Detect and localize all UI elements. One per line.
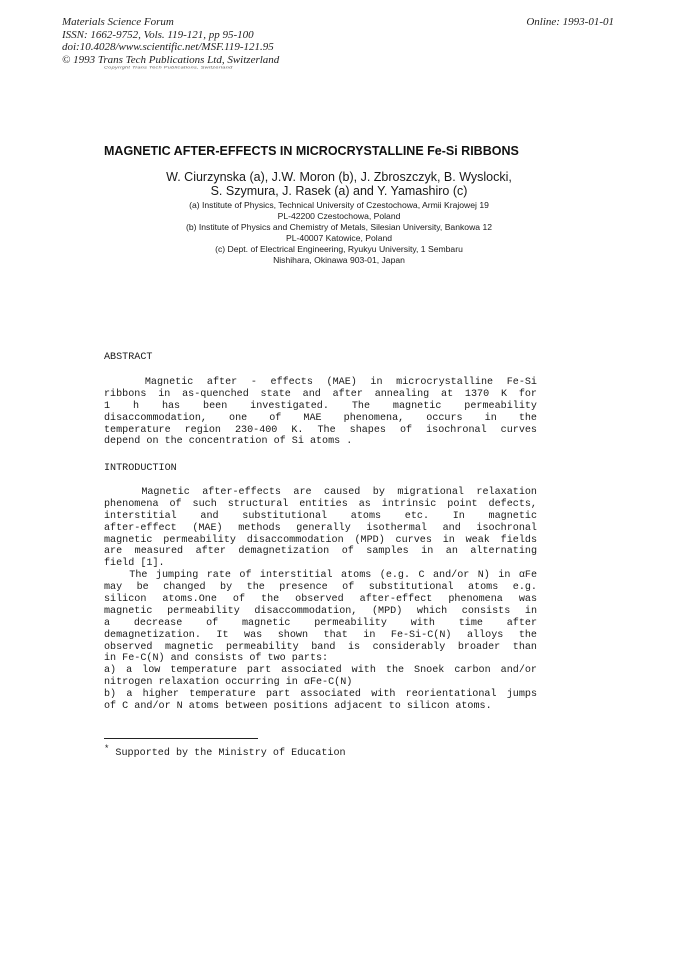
- abstract-line: Magnetic after - effects (MAE) in microcrystalline Fe-Si: [104, 377, 537, 388]
- affiliation-line: (a) Institute of Physics, Technical University of Czestochowa, Armii Krajowej 19: [189, 200, 489, 210]
- journal-name: Materials Science Forum: [62, 16, 174, 28]
- introduction-line: of C and/or N atoms between positions adjacent to silicon atoms.: [104, 701, 492, 713]
- introduction-line: phenomena of such structural entities as intrinsic point defects,: [104, 498, 537, 510]
- publication-metadata: [62, 16, 279, 66]
- affiliation-line: PL-42200 Czestochowa, Poland: [277, 211, 401, 222]
- affiliation-line: PL-40007 Katowice, Poland: [285, 233, 393, 244]
- footnote-text: Supported by the Ministry of Education: [115, 748, 346, 759]
- issn-line: ISSN: 1662-9752, Vols. 119-121, pp 95-100: [62, 28, 254, 41]
- affiliation-line: (b) Institute of Physics and Chemistry of Metals, Silesian University, Bankowa 12: [186, 222, 492, 233]
- introduction-line: may be changed by the presence of substitutional atoms e.g.: [104, 582, 537, 594]
- introduction-line: silicon atoms.One of the observed after-effect phenomena was: [104, 594, 537, 606]
- introduction-line: in Fe-C(N) and consists of two parts:: [104, 653, 329, 665]
- introduction-text: [104, 487, 537, 713]
- affiliation-line: (c) Dept. of Electrical Engineering, Ryukyu University, 1 Sembaru: [215, 244, 463, 255]
- introduction-line: nitrogen relaxation occurring in αFe-C(N): [104, 677, 353, 689]
- doi-link[interactable]: doi:10.4028/www.scientific.net/MSF.119-121.95: [62, 41, 274, 53]
- author-list: [0, 170, 678, 198]
- footnote-marker: *: [104, 744, 110, 754]
- copyright-stamp: Copyright Trans Tech Publications, Switzerland: [104, 66, 233, 70]
- introduction-line: demagnetization. It was shown that in Fe-Si-C(N) alloys the: [104, 629, 537, 641]
- introduction-line: a decrease of magnetic permeability with time after: [104, 617, 537, 629]
- introduction-line: b) a higher temperature part associated with reorientational jumps: [104, 689, 537, 701]
- abstract-line: ribbons in as-quenched state and after annealing at 1370 K for: [104, 388, 537, 400]
- author-line: S. Szymura, J. Rasek (a) and Y. Yamashiro (c): [210, 184, 468, 198]
- footnote: [104, 744, 346, 759]
- footnote-divider: [104, 738, 258, 739]
- introduction-line: interstitial and substitutional atoms etc. In magnetic: [104, 510, 537, 522]
- introduction-heading: INTRODUCTION: [104, 463, 177, 474]
- introduction-line: after-effect (MAE) methods generally isothermal and isochronal: [104, 522, 537, 534]
- abstract-line: temperature region 230-400 K. The shapes of isochronal curves: [104, 424, 537, 436]
- affiliation-list: [0, 200, 678, 267]
- introduction-line: field [1].: [104, 558, 165, 570]
- abstract-line: disaccommodation, one of MAE phenomena, occurs in the: [104, 412, 537, 424]
- affiliation-line: Nishihara, Okinawa 903-01, Japan: [273, 255, 405, 266]
- abstract-heading: ABSTRACT: [104, 352, 153, 363]
- introduction-line: The jumping rate of interstitial atoms (e.g. C and/or N) in αFe: [104, 570, 537, 582]
- introduction-line: magnetic permeability disaccommodation, (MPD) which consists in: [104, 605, 537, 617]
- abstract-text: [104, 377, 537, 448]
- introduction-line: observed magnetic permeability band is considerably broader than: [104, 641, 537, 653]
- abstract-line: 1 h has been investigated. The magnetic permeability: [104, 400, 537, 412]
- introduction-line: Magnetic after-effects are caused by migrational relaxation: [104, 487, 537, 498]
- abstract-line: depend on the concentration of Si atoms .: [104, 436, 353, 448]
- paper-title: MAGNETIC AFTER-EFFECTS IN MICROCRYSTALLINE Fe-Si RIBBONS: [104, 144, 519, 158]
- introduction-line: magnetic permeability disaccommodation (MPD) curves in weak fields: [104, 534, 537, 546]
- copyright-line: © 1993 Trans Tech Publications Ltd, Switzerland: [62, 53, 280, 66]
- introduction-line: a) a low temperature part associated with the Snoek carbon and/or: [104, 665, 537, 677]
- online-date: Online: 1993-01-01: [526, 16, 614, 28]
- author-line: W. Ciurzynska (a), J.W. Moron (b), J. Zbroszczyk, B. Wyslocki,: [166, 170, 512, 184]
- introduction-line: are measured after demagnetization of samples in an alternating: [104, 546, 537, 558]
